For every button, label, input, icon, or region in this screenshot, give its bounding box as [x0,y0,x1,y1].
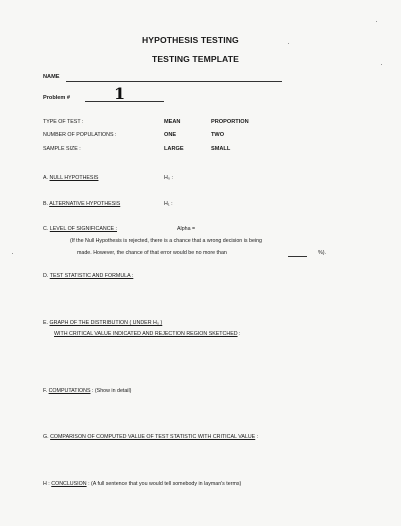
alpha-label: Alpha = [177,226,196,232]
section-d-prefix: D. [43,273,49,279]
section-h-note: : (A full sentence that you would tell somebody in layman's terms) [86,481,242,487]
scan-speck [12,253,13,254]
number-of-populations-label: NUMBER OF POPULATIONS : [43,132,117,138]
name-field[interactable] [66,81,282,82]
section-d-heading [43,273,133,279]
option-proportion[interactable]: PROPORTION [211,119,249,125]
page-subtitle: TESTING TEMPLATE [152,54,239,64]
error-percent-field[interactable] [288,256,307,257]
section-b-heading [43,201,120,207]
section-c-title: LEVEL OF SIGNIFICANCE : [49,226,118,232]
section-c-heading [43,226,117,232]
section-h-title: CONCLUSION [51,481,87,487]
section-b-title: ALTERNATIVE HYPOTHESIS [49,201,121,207]
null-hypothesis-symbol: H₀ : [164,175,173,181]
alternative-hypothesis-symbol: H₁ : [164,201,173,207]
significance-note-percent: %). [318,250,326,256]
scan-speck [288,43,289,44]
option-one[interactable]: ONE [164,132,177,138]
section-e-title-line2: WITH CRITICAL VALUE INDICATED AND REJECTION REGION SKETCHED [54,331,238,337]
section-d-title: TEST STATISTIC AND FORMULA : [49,273,134,279]
section-e-prefix: E. [43,320,49,326]
section-a-heading [43,175,98,181]
section-b-prefix: B. [43,201,49,207]
scan-speck [376,21,377,22]
scan-speck [381,64,382,65]
section-e-colon: : [237,331,241,337]
section-g-prefix: G. [43,434,49,440]
option-mean[interactable]: MEAN [164,119,181,125]
name-label: NAME [43,74,60,80]
section-g-title: COMPARISON OF COMPUTED VALUE OF TEST STATISTIC WITH CRITICAL VALUE [50,434,256,440]
sample-size-label: SAMPLE SIZE : [43,146,81,152]
option-two[interactable]: TWO [211,132,225,138]
significance-note-line2: made. However, the chance of that error would be no more than [77,250,227,256]
section-f-heading [43,388,131,394]
section-e-title-line1: GRAPH OF THE DISTRIBUTION ( UNDER H₀ ) [49,320,163,326]
section-f-prefix: F. [43,388,48,394]
section-h-heading [43,481,241,487]
option-small[interactable]: SMALL [211,146,231,152]
problem-number-handwritten: 1 [114,84,126,103]
significance-note-line1: (If the Null Hypothesis is rejected, there is a chance that a wrong decision is being [70,238,262,244]
type-of-test-label: TYPE OF TEST : [43,119,84,125]
section-f-title: COMPUTATIONS [48,388,91,394]
section-g-colon: : [255,434,259,440]
section-e-heading [43,320,162,326]
section-g-heading [43,434,258,440]
section-e-heading-line2 [54,331,241,337]
section-a-prefix: A. [43,175,49,181]
section-h-prefix: H : [43,481,50,487]
option-large[interactable]: LARGE [164,146,184,152]
section-a-title: NULL HYPOTHESIS [49,175,99,181]
page-title: HYPOTHESIS TESTING [142,35,239,45]
problem-label: Problem # [43,95,71,101]
section-c-prefix: C. [43,226,49,232]
section-f-note: : (Show in detail) [90,388,132,394]
